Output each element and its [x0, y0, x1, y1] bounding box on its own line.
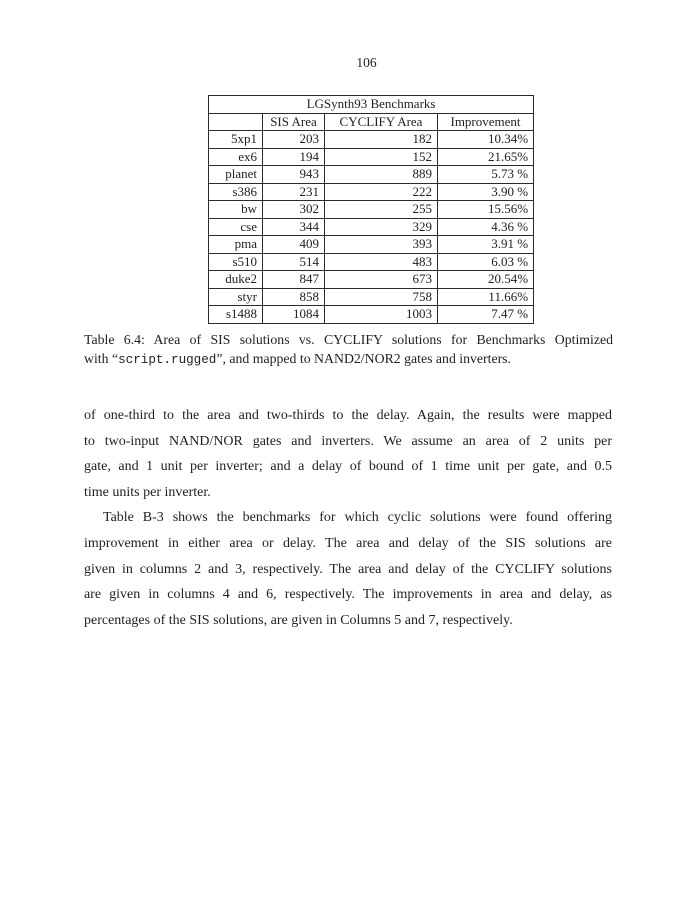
text-line: time units per inverter. [84, 484, 211, 500]
cell-benchmark: duke2 [209, 271, 263, 289]
cell-benchmark: cse [209, 218, 263, 236]
table-title-row [209, 96, 534, 114]
cell-sis-area: 344 [263, 218, 325, 236]
text-line: percentages of the SIS solutions, are given in Columns 5 and 7, respectively. [84, 612, 513, 628]
cell-benchmark: styr [209, 288, 263, 306]
cell-benchmark: s386 [209, 183, 263, 201]
cell-benchmark: planet [209, 166, 263, 184]
table-row [209, 201, 534, 219]
table-row [209, 131, 534, 149]
header-cell-empty [209, 113, 263, 131]
cell-improvement: 6.03 % [438, 253, 534, 271]
table-row [209, 166, 534, 184]
cell-improvement: 20.54% [438, 271, 534, 289]
cell-cyclify-area: 1003 [325, 306, 438, 324]
cell-improvement: 3.91 % [438, 236, 534, 254]
text-line: Table B-3 shows the benchmarks for which cyclic solutions were found offering [103, 510, 612, 526]
header-cell-cyclify-area: CYCLIFY Area [325, 113, 438, 131]
caption-line-1: Table 6.4: Area of SIS solutions vs. CYCLIFY solutions for Benchmarks Optimized [84, 332, 613, 347]
cell-sis-area: 409 [263, 236, 325, 254]
cell-benchmark: s1488 [209, 306, 263, 324]
table-row [209, 183, 534, 201]
cell-cyclify-area: 182 [325, 131, 438, 149]
cell-improvement: 5.73 % [438, 166, 534, 184]
text-line: improvement in either area or delay. The area and delay of the SIS solutions are [84, 535, 612, 551]
text-line: gate, and 1 unit per inverter; and a delay of bound of 1 time unit per gate, and 0.5 [84, 459, 612, 475]
cell-cyclify-area: 673 [325, 271, 438, 289]
cell-benchmark: 5xp1 [209, 131, 263, 149]
cell-cyclify-area: 393 [325, 236, 438, 254]
cell-cyclify-area: 152 [325, 148, 438, 166]
cell-improvement: 21.65% [438, 148, 534, 166]
text-line: to two-input NAND/NOR gates and inverters. We assume an area of 2 units per [84, 433, 612, 449]
cell-benchmark: bw [209, 201, 263, 219]
benchmarks-table [208, 95, 534, 324]
cell-sis-area: 943 [263, 166, 325, 184]
caption-line-2 [84, 350, 613, 370]
cell-benchmark: ex6 [209, 148, 263, 166]
cell-cyclify-area: 758 [325, 288, 438, 306]
cell-improvement: 3.90 % [438, 183, 534, 201]
benchmarks-table-container [208, 95, 533, 324]
cell-improvement: 15.56% [438, 201, 534, 219]
caption-text-post: ”, and mapped to NAND2/NOR2 gates and inverters. [216, 350, 512, 366]
cell-sis-area: 514 [263, 253, 325, 271]
script-rugged-mono: script.rugged [118, 352, 217, 367]
table-row [209, 218, 534, 236]
cell-benchmark: s510 [209, 253, 263, 271]
table-row [209, 253, 534, 271]
cell-sis-area: 203 [263, 131, 325, 149]
cell-sis-area: 858 [263, 288, 325, 306]
cell-sis-area: 1084 [263, 306, 325, 324]
cell-cyclify-area: 329 [325, 218, 438, 236]
cell-improvement: 4.36 % [438, 218, 534, 236]
table-header-row [209, 113, 534, 131]
cell-cyclify-area: 889 [325, 166, 438, 184]
text-line: are given in columns 4 and 6, respectively. The improvements in area and delay, as [84, 587, 612, 603]
cell-sis-area: 231 [263, 183, 325, 201]
table-title: LGSynth93 Benchmarks [209, 96, 534, 114]
cell-improvement: 10.34% [438, 131, 534, 149]
body-text [84, 403, 612, 633]
cell-cyclify-area: 222 [325, 183, 438, 201]
cell-sis-area: 194 [263, 148, 325, 166]
table-caption [84, 331, 613, 369]
cell-improvement: 7.47 % [438, 306, 534, 324]
cell-cyclify-area: 255 [325, 201, 438, 219]
table-row [209, 271, 534, 289]
table-row [209, 148, 534, 166]
page-number: 106 [356, 55, 377, 70]
cell-improvement: 11.66% [438, 288, 534, 306]
text-line: given in columns 2 and 3, respectively. The area and delay of the CYCLIFY solutions [84, 561, 612, 577]
caption-text-pre: with “ [84, 350, 119, 366]
cell-sis-area: 847 [263, 271, 325, 289]
header-cell-improvement: Improvement [438, 113, 534, 131]
table-row [209, 236, 534, 254]
cell-cyclify-area: 483 [325, 253, 438, 271]
text-line: of one-third to the area and two-thirds to the delay. Again, the results were mapped [84, 408, 612, 423]
cell-sis-area: 302 [263, 201, 325, 219]
table-row [209, 288, 534, 306]
cell-benchmark: pma [209, 236, 263, 254]
table-row [209, 306, 534, 324]
header-cell-sis-area: SIS Area [263, 113, 325, 131]
